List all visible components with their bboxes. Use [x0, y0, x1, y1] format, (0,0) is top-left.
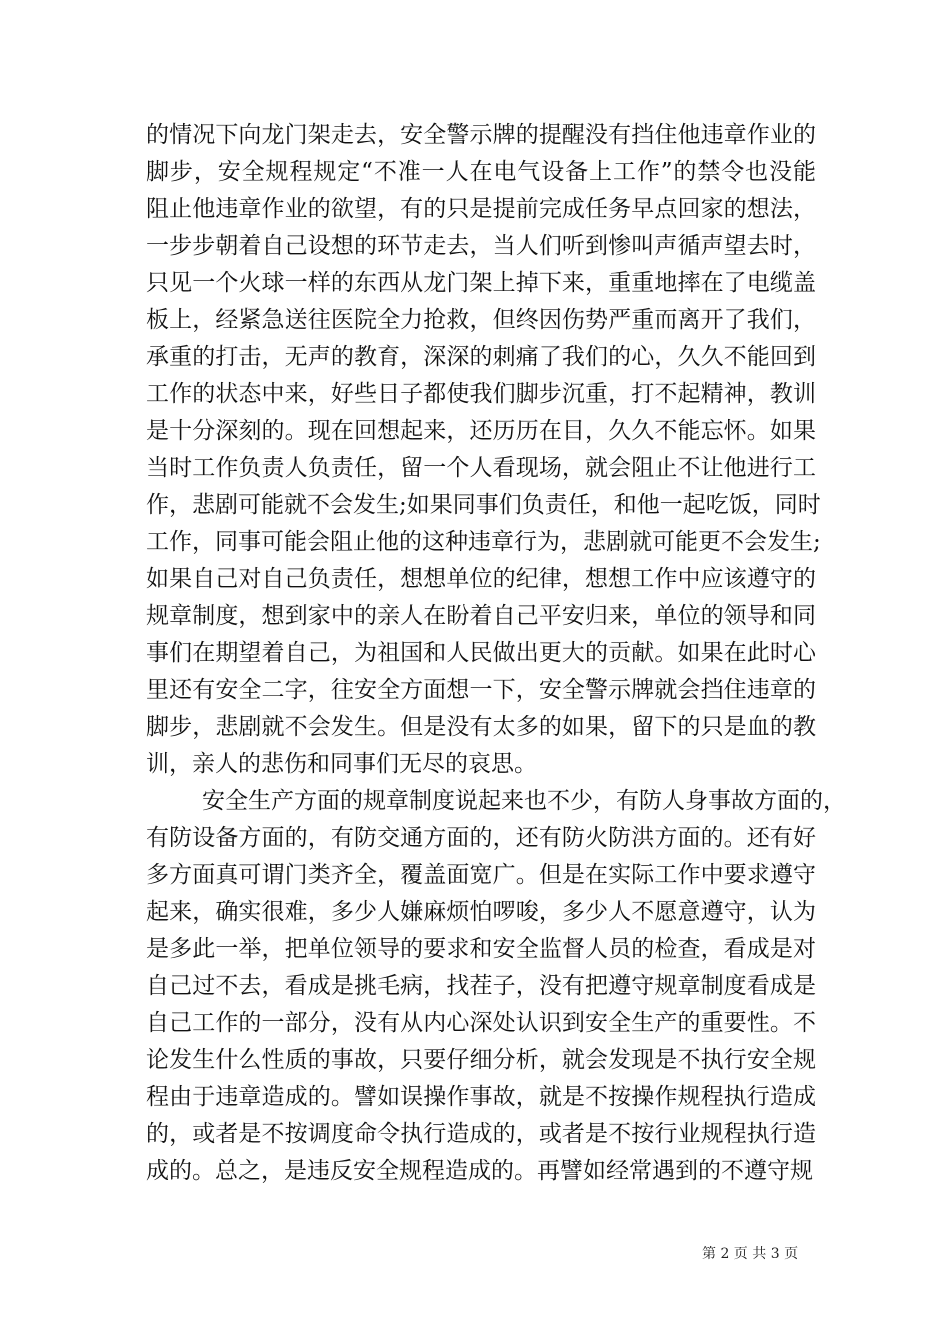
text-line: 承重的打击，无声的教育，深深的刺痛了我们的心，久久不能回到	[146, 344, 816, 370]
text-line: 起来，确实很难，多少人嫌麻烦怕啰唆，多少人不愿意遵守，认为	[146, 899, 816, 925]
text-line: 论发生什么性质的事故，只要仔细分析，就会发现是不执行安全规	[146, 1047, 816, 1073]
text-line: 训，亲人的悲伤和同事们无尽的哀思。	[146, 751, 537, 777]
text-line: 自己过不去，看成是挑毛病，找茬子，没有把遵守规章制度看成是	[146, 973, 816, 999]
paragraph-2	[146, 783, 846, 1190]
text-line: 成的。总之，是违反安全规程造成的。再譬如经常遇到的不遵守规	[146, 1158, 813, 1184]
text-line: 事们在期望着自己，为祖国和人民做出更大的贡献。如果在此时心	[146, 640, 816, 666]
text-line: 只见一个火球一样的东西从龙门架上掉下来，重重地摔在了电缆盖	[146, 270, 816, 296]
text-line: 板上，经紧急送往医院全力抢救，但终因伤势严重而离开了我们，	[146, 307, 816, 333]
text-line: 阻止他违章作业的欲望，有的只是提前完成任务早点回家的想法，	[146, 196, 816, 222]
text-line: 工作的状态中来，好些日子都使我们脚步沉重，打不起精神，教训	[146, 381, 816, 407]
text-line: 多方面真可谓门类齐全，覆盖面宽广。但是在实际工作中要求遵守	[146, 862, 816, 888]
text-line: 作，悲剧可能就不会发生;如果同事们负责任，和他一起吃饭，同时	[146, 492, 821, 518]
text-line: 规章制度，想到家中的亲人在盼着自己平安归来，单位的领导和同	[146, 603, 816, 629]
text-line: 工作，同事可能会阻止他的这种违章行为，悲剧就可能更不会发生;	[146, 529, 821, 555]
text-line: 的，或者是不按调度命令执行造成的，或者是不按行业规程执行造	[146, 1121, 816, 1147]
paragraph-1	[146, 117, 821, 783]
text-line: 程由于违章造成的。譬如误操作事故，就是不按操作规程执行造成	[146, 1084, 816, 1110]
text-line: 自己工作的一部分，没有从内心深处认识到安全生产的重要性。不	[146, 1010, 816, 1036]
text-line: 当时工作负责人负责任，留一个人看现场，就会阻止不让他进行工	[146, 455, 816, 481]
text-line: 是多此一举，把单位领导的要求和安全监督人员的检查，看成是对	[146, 936, 816, 962]
text-line: 的情况下向龙门架走去，安全警示牌的提醒没有挡住他违章作业的	[146, 122, 816, 148]
page-number-footer: 第 2 页 共 3 页	[702, 1246, 799, 1262]
text-line: 脚步，安全规程规定“不准一人在电气设备上工作”的禁令也没能	[146, 159, 816, 185]
text-line: 里还有安全二字，往安全方面想一下，安全警示牌就会挡住违章的	[146, 677, 816, 703]
body-text	[146, 117, 846, 1190]
text-line: 是十分深刻的。现在回想起来，还历历在目，久久不能忘怀。如果	[146, 418, 816, 444]
text-line: 如果自己对自己负责任，想想单位的纪律，想想工作中应该遵守的	[146, 566, 816, 592]
text-line: 有防设备方面的，有防交通方面的，还有防火防洪方面的。还有好	[146, 825, 816, 851]
text-line: 一步步朝着自己设想的环节走去，当人们听到惨叫声循声望去时，	[146, 233, 816, 259]
text-line: 安全生产方面的规章制度说起来也不少，有防人身事故方面的，	[202, 788, 846, 814]
text-line: 脚步，悲剧就不会发生。但是没有太多的如果，留下的只是血的教	[146, 714, 816, 740]
